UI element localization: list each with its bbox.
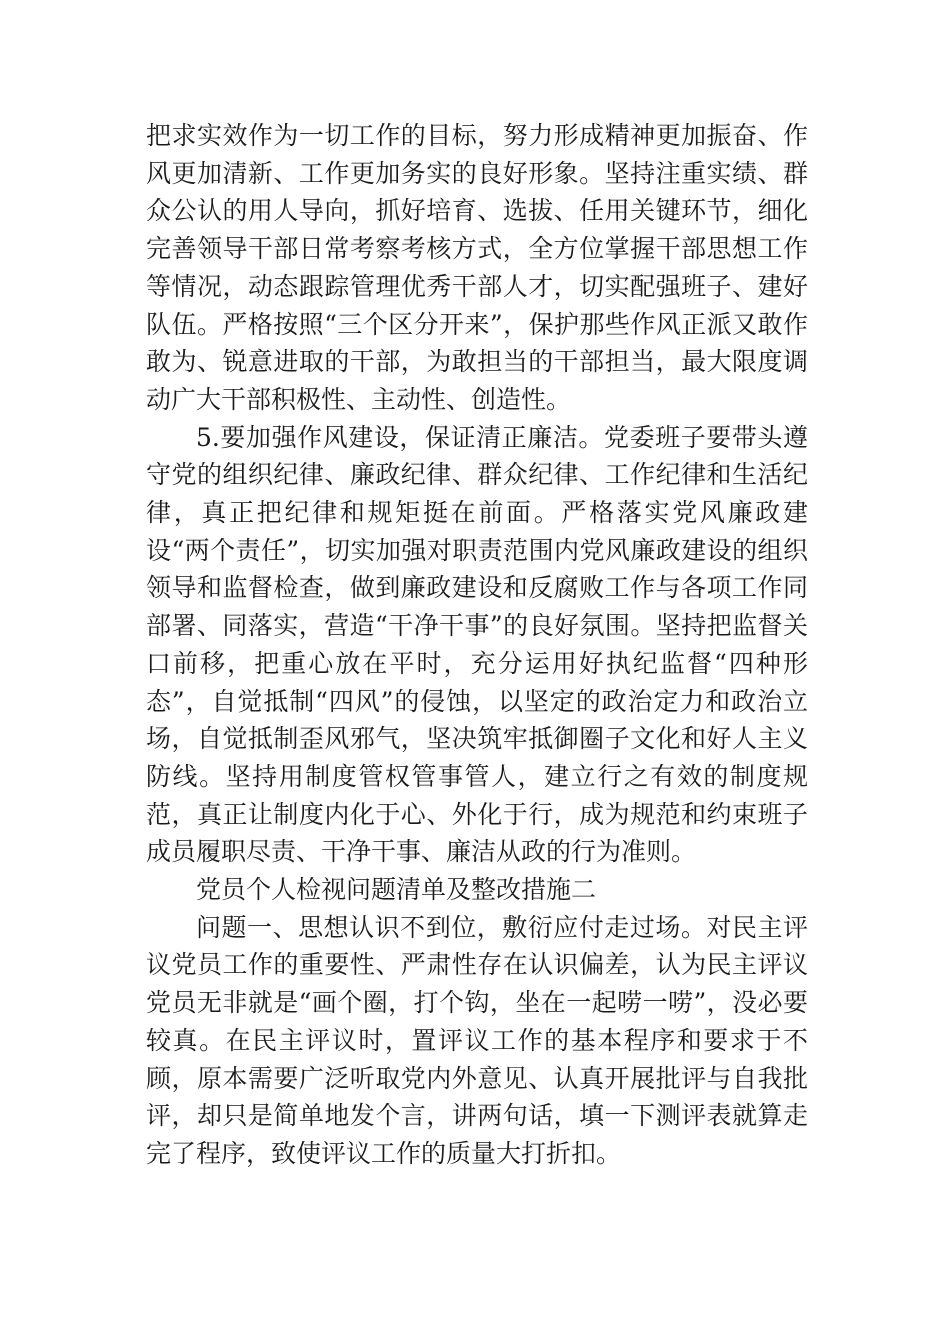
paragraph-cadre-selection: 把求实效作为一切工作的目标，努力形成精神更加振奋、作风更加清新、工作更加务实的良好形象。坚持注重实绩、群众公认的用人导向，抓好培育、选拔、任用关键环节，细化完善领导干部日常考察考核方式，全方位掌握干部思想工作等情况，动态跟踪管理优秀干部人才，切实配强班子、建好队伍。严格按照“三个区分开来”，保护那些作风正派又敢作敢为、锐意进取的干部，为敢担当的干部担当，最大限度调动广大干部积极性、主动性、创造性。 [146, 121, 808, 414]
paragraph-problem-one: 问题一、思想认识不到位，敷衍应付走过场。对民主评议党员工作的重要性、严肃性存在认识偏差，认为民主评议党员无非就是“画个圈，打个钩，坐在一起唠一唠”，没必要较真。在民主评议时，置评议工作的基本程序和要求于不顾，原本需要广泛听取党内外意见、认真开展批评与自我批评，却只是简单地发个言，讲两句话，填一下测评表就算走完了程序，致使评议工作的质量大打折扣。 [146, 912, 808, 1168]
paragraph-work-style: 5.要加强作风建设，保证清正廉洁。党委班子要带头遵守党的组织纪律、廉政纪律、群众纪律、工作纪律和生活纪律，真正把纪律和规矩挺在前面。严格落实党风廉政建设“两个责任”，切实加强对职责范围内党风廉政建设的组织领导和监督检查，做到廉政建设和反腐败工作与各项工作同部署、同落实，营造“干净干事”的良好氛围。坚持把监督关口前移，把重心放在平时，充分运用好执纪监督“四种形态”，自觉抵制“四风”的侵蚀，以坚定的政治定力和政治立场，自觉抵制歪风邪气，坚决筑牢抵御圈子文化和好人主义防线。坚持用制度管权管事管人，建立行之有效的制度规范，真正让制度内化于心、外化于行，成为规范和约束班子成员履职尽责、干净干事、廉洁从政的行为准则。 [146, 422, 808, 867]
document-body [146, 117, 808, 1173]
section-heading: 党员个人检视问题清单及整改措施二 [196, 875, 597, 905]
